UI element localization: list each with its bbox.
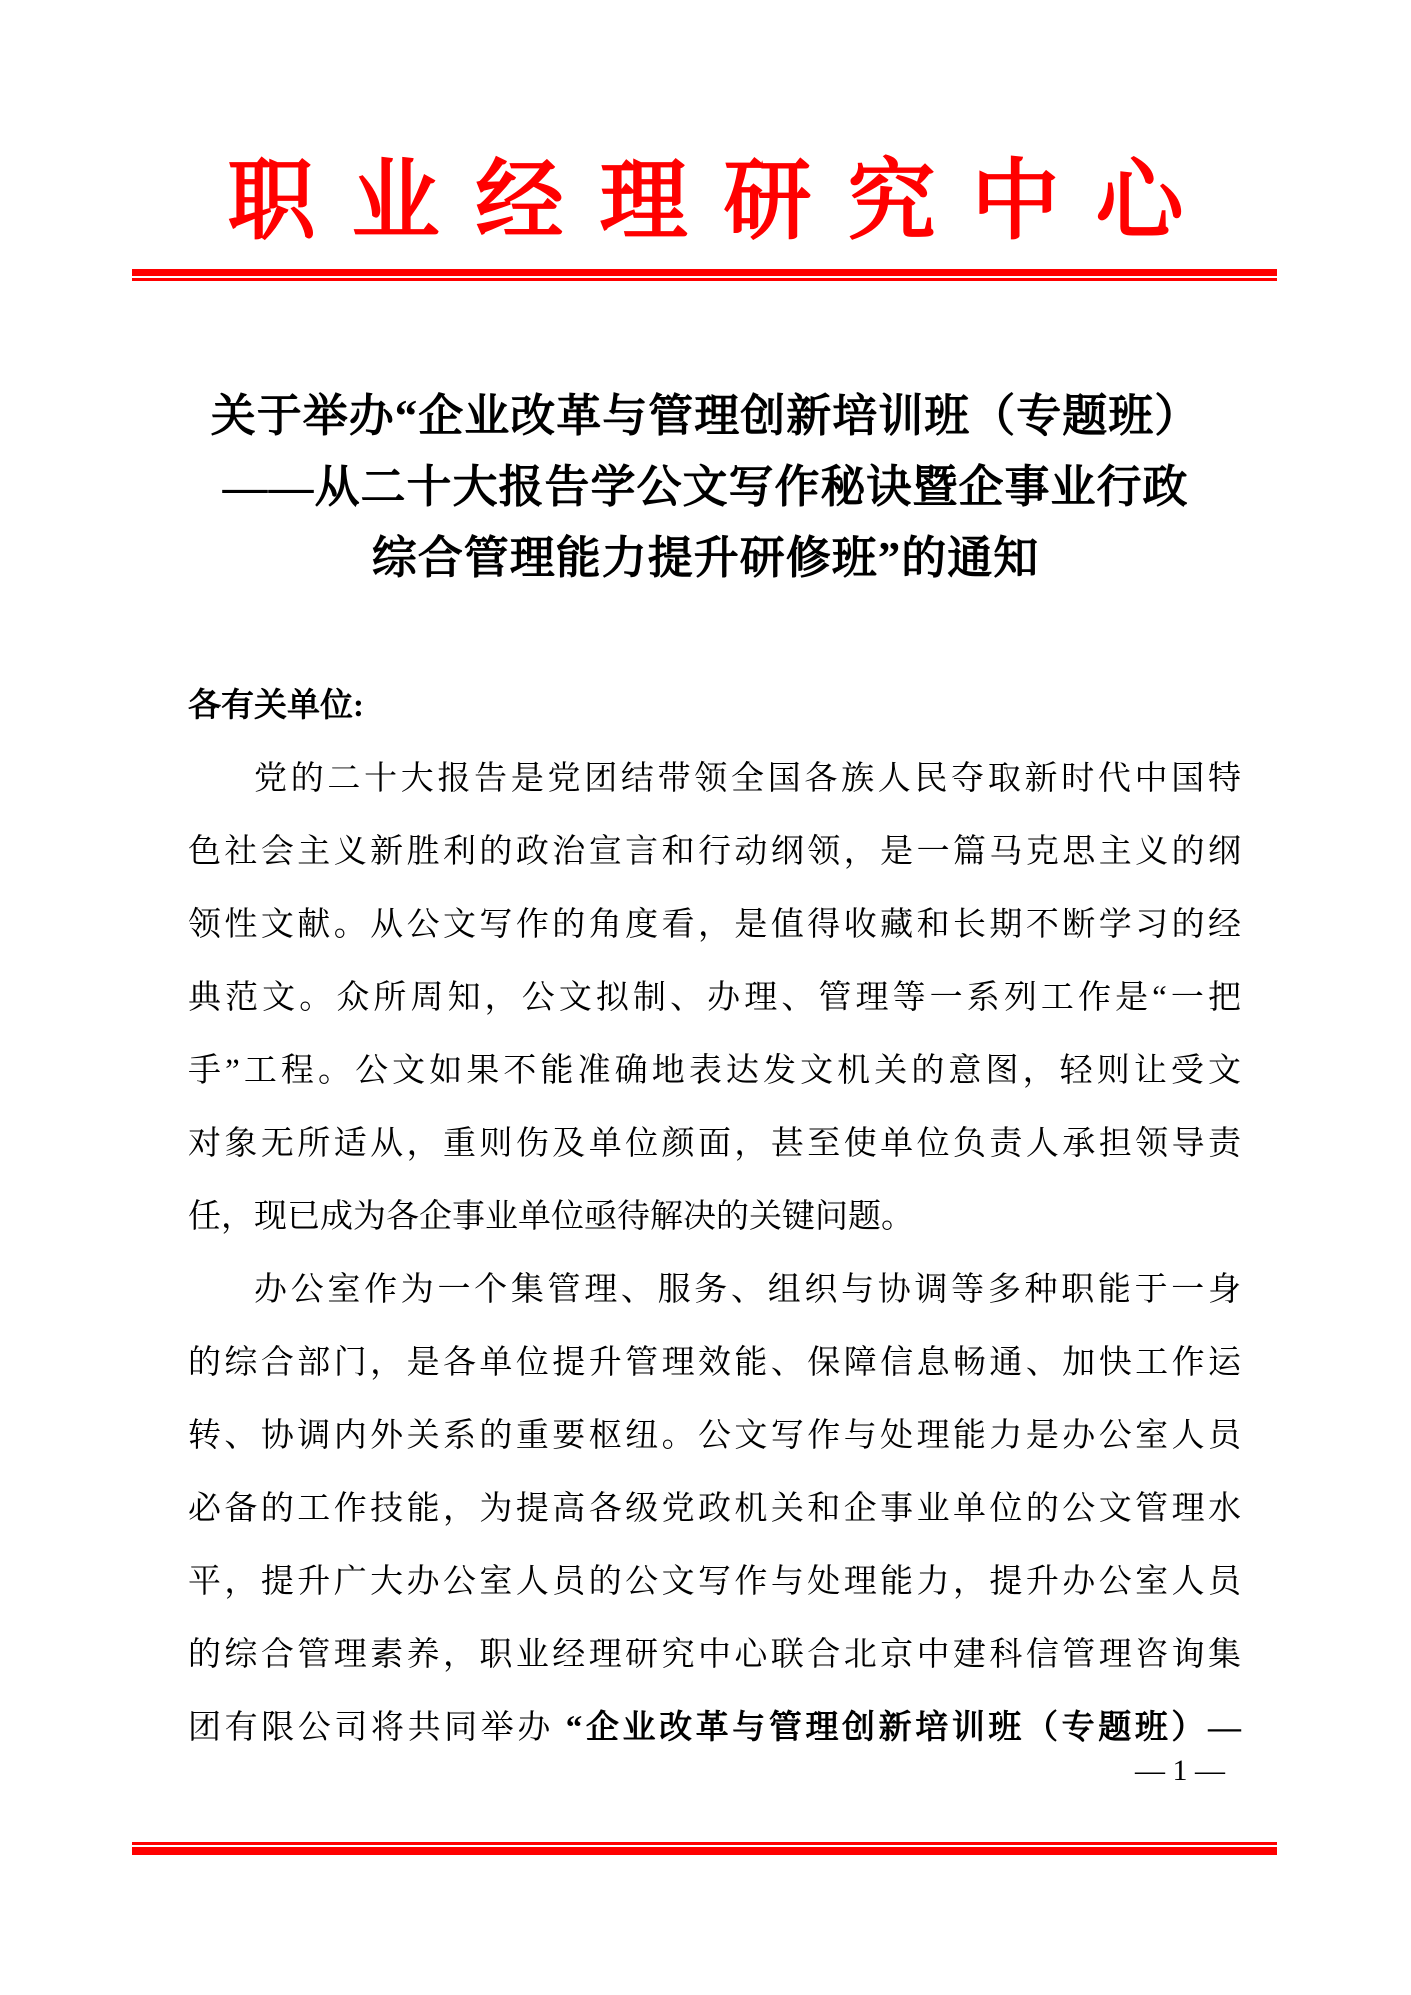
body-line: 转、协调内外关系的重要枢纽。公文写作与处理能力是办公室人员 (188, 1418, 1241, 1454)
body-line: 对象无所适从，重则伤及单位颜面，甚至使单位负责人承担领导责 (188, 1126, 1241, 1162)
body-line: 的综合部门，是各单位提升管理效能、保障信息畅通、加快工作运 (188, 1345, 1241, 1381)
document-title-line-2: ——从二十大报告学公文写作秘诀暨企事业行政 (222, 462, 1189, 512)
document-title-line-1: 关于举办“企业改革与管理创新培训班（专题班） (210, 391, 1201, 441)
body-line: 色社会主义新胜利的政治宣言和行动纲领，是一篇马克思主义的纲 (188, 834, 1241, 870)
body-line: 领性文献。从公文写作的角度看，是值得收藏和长期不断学习的经 (188, 907, 1241, 943)
document-body (188, 670, 1241, 1765)
body-line: 任，现已成为各企事业单位亟待解决的关键问题。 (188, 1199, 914, 1235)
body-line: 党的二十大报告是党团结带领全国各族人民夺取新时代中国特 (254, 761, 1241, 797)
course-name-bold-segment: “企业改革与管理创新培训班（专题班）— (565, 1710, 1242, 1746)
body-line: 办公室作为一个集管理、服务、组织与协调等多种职能于一身 (254, 1272, 1241, 1308)
body-line: 平，提升广大办公室人员的公文写作与处理能力，提升办公室人员 (188, 1564, 1241, 1600)
paragraph-1 (188, 743, 1241, 1254)
salutation: 各有关单位: (188, 688, 364, 724)
page-number: — 1 — (1135, 1754, 1225, 1787)
paragraph-2 (188, 1254, 1241, 1765)
bottom-rule-thin-bar (132, 1842, 1277, 1845)
body-line: 的综合管理素养，职业经理研究中心联合北京中建科信管理咨询集 (188, 1637, 1241, 1673)
bottom-rule-thick-bar (132, 1847, 1277, 1855)
body-line: 必备的工作技能，为提高各级党政机关和企事业单位的公文管理水 (188, 1491, 1241, 1527)
letterhead-title: 职业经理研究中心 (227, 154, 1220, 251)
top-rule-thick-bar (132, 269, 1277, 276)
top-separator-rule (132, 269, 1277, 281)
document-title (0, 381, 1411, 594)
letterhead (0, 150, 1411, 256)
top-rule-thin-bar (132, 278, 1277, 281)
document-title-line-3: 综合管理能力提升研修班”的通知 (371, 533, 1040, 583)
body-line: 典范文。众所周知，公文拟制、办理、管理等一系列工作是“一把 (188, 980, 1241, 1016)
bottom-separator-rule (132, 1842, 1277, 1855)
body-line: 手”工程。公文如果不能准确地表达发文机关的意图，轻则让受文 (188, 1053, 1241, 1089)
body-line-mixed (188, 1692, 1241, 1765)
body-line-normal-segment: 团有限公司将共同举办 (188, 1710, 566, 1746)
